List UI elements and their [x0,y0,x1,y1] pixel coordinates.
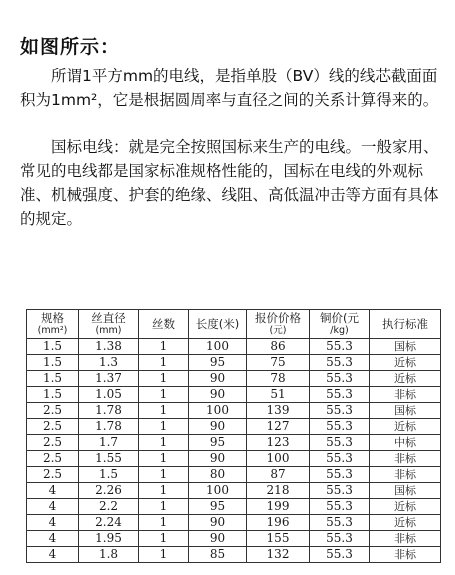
table-cell-spec: 2.5 [27,451,79,467]
table-cell-standard: 近标 [370,355,441,371]
table-row [27,339,441,355]
table-cell-diameter: 1.95 [79,531,139,547]
table-cell-standard: 国标 [370,403,441,419]
table-cell-diameter: 1.5 [79,467,139,483]
table-cell-spec: 2.5 [27,403,79,419]
table-cell-standard: 近标 [370,499,441,515]
table-cell-copper-price: 55.3 [310,483,370,499]
spacer [20,112,445,135]
table-body [27,339,441,563]
table-cell-price: 87 [247,467,310,483]
table-row [27,531,441,547]
table-cell-price: 155 [247,531,310,547]
heading: 如图所示： [20,36,121,58]
table-cell-spec: 4 [27,547,79,563]
table-cell-standard: 近标 [370,371,441,387]
header-cell-copper-price: 铜价(元 /kg) [310,310,370,339]
table-cell-diameter: 2.2 [79,499,139,515]
table-cell-length: 95 [189,355,247,371]
table-cell-strands: 1 [139,483,189,499]
table-cell-spec: 1.5 [27,355,79,371]
table-cell-diameter: 1.37 [79,371,139,387]
header-cell-standard: 执行标准 [370,310,441,339]
table-row [27,419,441,435]
table-row [27,435,441,451]
header-cell-spec: 规格 (mm²) [27,310,79,339]
table-row [27,515,441,531]
table-cell-diameter: 1.7 [79,435,139,451]
table-cell-diameter: 1.05 [79,387,139,403]
table-cell-copper-price: 55.3 [310,499,370,515]
table-cell-standard: 非标 [370,547,441,563]
header-cell-length: 长度(米) [189,310,247,339]
table-header-row [27,310,441,339]
table-cell-standard: 国标 [370,483,441,499]
table-cell-length: 95 [189,435,247,451]
paragraph-definition: 所谓1平方mm的电线，是指单股（BV）线的线芯截面面积为1mm²，它是根据圆周率与直径之间的关系计算得来的。 [20,67,439,109]
table-row [27,499,441,515]
table-cell-standard: 中标 [370,435,441,451]
table-cell-spec: 2.5 [27,435,79,451]
table-cell-strands: 1 [139,371,189,387]
table-cell-price: 51 [247,387,310,403]
table-cell-strands: 1 [139,467,189,483]
table-cell-copper-price: 55.3 [310,355,370,371]
table-cell-copper-price: 55.3 [310,403,370,419]
table-cell-spec: 1.5 [27,387,79,403]
header-cell-strands: 丝数 [139,310,189,339]
table-cell-length: 90 [189,419,247,435]
table-cell-length: 100 [189,403,247,419]
table-row [27,451,441,467]
wire-spec-table [26,309,441,563]
table-cell-strands: 1 [139,515,189,531]
table-cell-length: 90 [189,451,247,467]
header-cell-price: 报价价格 (元) [247,310,310,339]
table-cell-length: 80 [189,467,247,483]
text-section [20,34,445,231]
table-row [27,355,441,371]
table-cell-price: 218 [247,483,310,499]
table-cell-strands: 1 [139,547,189,563]
table-cell-standard: 近标 [370,419,441,435]
table-row [27,403,441,419]
table-cell-strands: 1 [139,451,189,467]
table-cell-standard: 非标 [370,531,441,547]
table-cell-spec: 4 [27,515,79,531]
table-cell-length: 85 [189,547,247,563]
wire-spec-table-container [26,309,440,563]
table-cell-length: 90 [189,515,247,531]
table-cell-standard: 国标 [370,339,441,355]
table-cell-spec: 4 [27,531,79,547]
table-cell-spec: 1.5 [27,339,79,355]
header-cell-diameter: 丝直径 (mm) [79,310,139,339]
table-cell-length: 95 [189,499,247,515]
table-cell-strands: 1 [139,387,189,403]
table-cell-copper-price: 55.3 [310,451,370,467]
table-cell-copper-price: 55.3 [310,435,370,451]
table-cell-diameter: 2.26 [79,483,139,499]
table-cell-standard: 非标 [370,467,441,483]
table-cell-diameter: 1.78 [79,403,139,419]
table-cell-diameter: 1.55 [79,451,139,467]
table-cell-strands: 1 [139,531,189,547]
table-cell-spec: 2.5 [27,419,79,435]
paragraph-national-standard: 国标电线：就是完全按照国标来生产的电线。一般家用、常见的电线都是国家标准规格性能的，国标在电线的外观标准、机械强度、护套的绝缘、线阻、高低温冲击等方面有具体的规定。 [20,138,439,228]
table-cell-length: 100 [189,339,247,355]
table-cell-standard: 非标 [370,451,441,467]
table-cell-strands: 1 [139,419,189,435]
table-row [27,387,441,403]
table-row [27,371,441,387]
table-cell-diameter: 1.3 [79,355,139,371]
table-cell-length: 100 [189,483,247,499]
table-cell-strands: 1 [139,499,189,515]
table-cell-copper-price: 55.3 [310,531,370,547]
table-row [27,483,441,499]
table-cell-standard: 非标 [370,387,441,403]
table-cell-length: 90 [189,371,247,387]
table-cell-strands: 1 [139,435,189,451]
table-cell-diameter: 2.24 [79,515,139,531]
table-cell-spec: 4 [27,483,79,499]
table-cell-diameter: 1.38 [79,339,139,355]
table-cell-price: 127 [247,419,310,435]
table-cell-spec: 1.5 [27,371,79,387]
table-cell-copper-price: 55.3 [310,387,370,403]
table-cell-price: 196 [247,515,310,531]
table-cell-price: 100 [247,451,310,467]
table-row [27,467,441,483]
table-cell-copper-price: 55.3 [310,339,370,355]
table-cell-copper-price: 55.3 [310,515,370,531]
table-cell-standard: 近标 [370,515,441,531]
table-cell-copper-price: 55.3 [310,371,370,387]
table-cell-strands: 1 [139,339,189,355]
table-cell-copper-price: 55.3 [310,467,370,483]
table-cell-copper-price: 55.3 [310,547,370,563]
table-cell-strands: 1 [139,403,189,419]
table-cell-price: 86 [247,339,310,355]
table-cell-diameter: 1.78 [79,419,139,435]
table-cell-price: 139 [247,403,310,419]
table-cell-price: 199 [247,499,310,515]
table-cell-spec: 4 [27,499,79,515]
table-cell-price: 78 [247,371,310,387]
table-cell-length: 90 [189,387,247,403]
table-cell-length: 90 [189,531,247,547]
table-cell-strands: 1 [139,355,189,371]
table-row [27,547,441,563]
table-cell-price: 75 [247,355,310,371]
table-cell-copper-price: 55.3 [310,419,370,435]
table-cell-diameter: 1.8 [79,547,139,563]
table-cell-price: 123 [247,435,310,451]
table-cell-spec: 2.5 [27,467,79,483]
table-cell-price: 132 [247,547,310,563]
